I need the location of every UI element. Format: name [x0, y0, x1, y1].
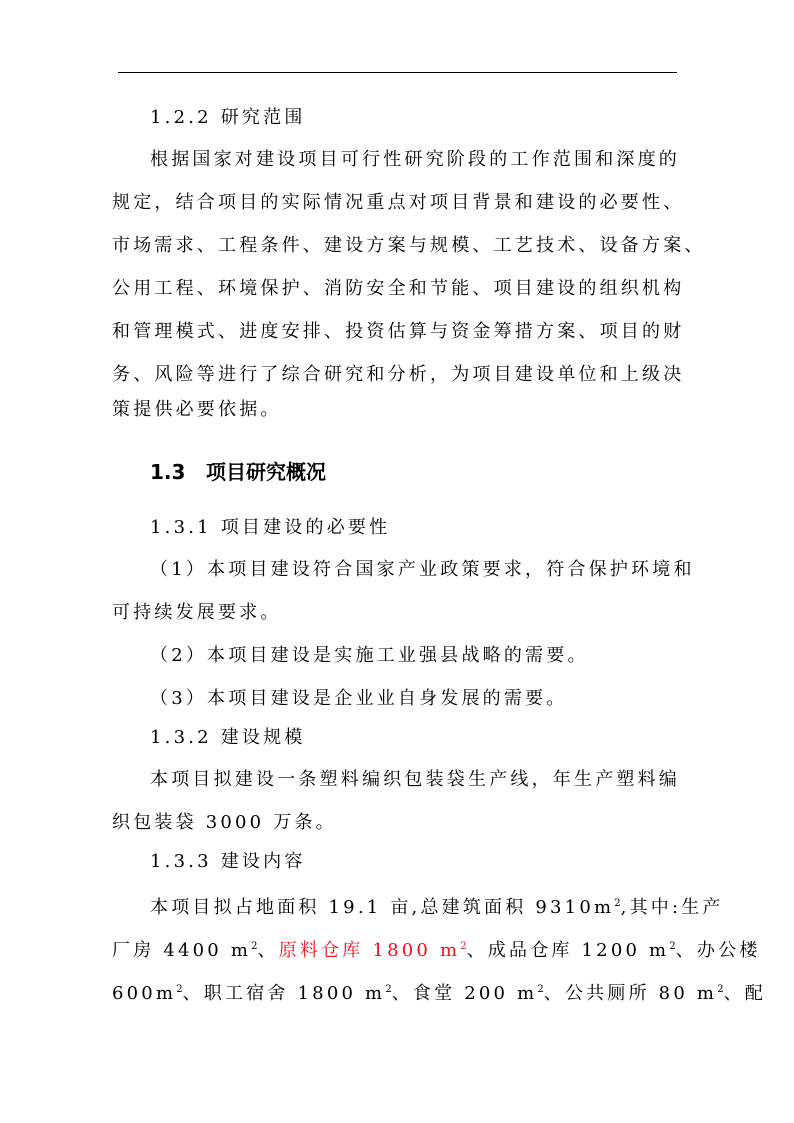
paragraph-line: 务、风险等进行了综合研究和分析，为项目建设单位和上级决 — [112, 364, 685, 385]
text-run: ,其中:生产 — [620, 897, 724, 918]
superscript: 2 — [176, 984, 183, 995]
paragraph-line: 本项目拟建设一条塑料编织包装袋生产线，年生产塑料编 — [150, 769, 680, 790]
highlighted-text — [279, 940, 467, 961]
text-run: 、食堂 200 m — [391, 983, 538, 1004]
text-run: 本项目拟占地面积 19.1 亩,总建筑面积 9310m — [150, 897, 615, 918]
list-item-2: （2）本项目建设是实施工业强县战略的需要。 — [150, 645, 589, 666]
section-heading-1-3-3: 1.3.3 建设内容 — [150, 851, 306, 872]
list-item-1: （1）本项目建设符合国家产业政策要求，符合保护环境和 — [150, 559, 695, 580]
paragraph-line: 和管理模式、进度安排、投资估算与资金筹措方案、项目的财 — [112, 321, 685, 342]
text-run: 600m — [112, 983, 177, 1004]
text-run: 、办公楼 — [675, 940, 761, 961]
text-run: 、配 — [723, 983, 766, 1004]
section-title: 项目研究概况 — [206, 460, 326, 484]
section-heading-1-3-2: 1.3.2 建设规模 — [150, 727, 306, 748]
text-run: 、成品仓库 1200 m — [466, 940, 670, 961]
superscript: 2 — [717, 984, 724, 995]
text-run: 原料仓库 1800 m — [278, 940, 461, 961]
text-run: 、 — [257, 940, 279, 961]
text-run: 厂房 4400 m — [112, 940, 252, 961]
section-heading-1-3 — [150, 456, 326, 485]
paragraph-line: 织包装袋 3000 万条。 — [112, 812, 337, 833]
paragraph-line — [112, 936, 761, 962]
paragraph-line: 根据国家对建设项目可行性研究阶段的工作范围和深度的 — [150, 149, 680, 170]
paragraph-line — [112, 979, 766, 1005]
superscript: 2 — [669, 941, 676, 952]
text-run: 、公共厕所 80 m — [543, 983, 718, 1004]
list-item-1-cont: 可持续发展要求。 — [112, 602, 282, 623]
text-run: 、职工宿舍 1800 m — [182, 983, 386, 1004]
superscript: 2 — [614, 898, 621, 909]
paragraph-line: 市场需求、工程条件、建设方案与规模、工艺技术、设备方案、 — [112, 235, 706, 256]
paragraph-line: 公用工程、环境保护、消防安全和节能、项目建设的组织机构 — [112, 278, 685, 299]
list-item-3: （3）本项目建设是企业业自身发展的需要。 — [150, 688, 568, 709]
superscript: 2 — [537, 984, 544, 995]
section-heading-1-3-1: 1.3.1 项目建设的必要性 — [150, 517, 391, 538]
superscript: 2 — [460, 941, 467, 952]
paragraph-line: 策提供必要依据。 — [112, 399, 282, 420]
superscript: 2 — [251, 941, 258, 952]
superscript: 2 — [385, 984, 392, 995]
section-number: 1.3 — [150, 460, 186, 484]
section-heading-1-2-2: 1.2.2 研究范围 — [150, 107, 306, 128]
header-rule — [118, 72, 677, 73]
paragraph-line: 规定，结合项目的实际情况重点对项目背景和建设的必要性、 — [112, 192, 685, 213]
paragraph-line — [150, 893, 724, 919]
